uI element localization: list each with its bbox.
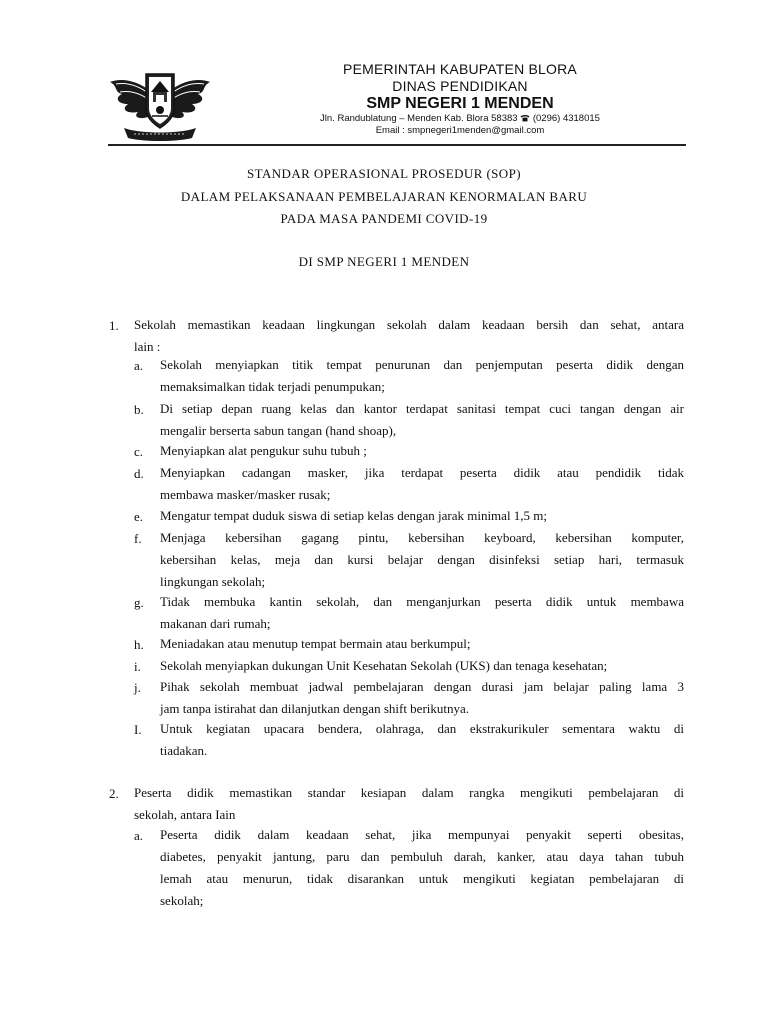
list-letter: g. bbox=[134, 595, 144, 610]
text-line: Peserta didik memastikan standar kesiapan dalam rangka mengikuti pembelajaran di bbox=[134, 785, 684, 800]
text-line: Menyiapkan alat pengukur suhu tubuh ; bbox=[160, 443, 367, 458]
list-letter: b. bbox=[134, 402, 144, 417]
list-item bbox=[160, 398, 684, 442]
text-line: Pihak sekolah membuat jadwal pembelajaran dengan durasi jam belajar paling lama 3 bbox=[160, 679, 684, 694]
list-item bbox=[160, 655, 684, 677]
doc-title-line-2: DALAM PELAKSANAAN PEMBELAJARAN KENORMALAN BARU bbox=[180, 189, 588, 204]
list-letter: j. bbox=[134, 680, 141, 695]
address-text: Jln. Randublatung – Menden Kab. Blora 58383 bbox=[320, 113, 518, 124]
list-letter: I. bbox=[134, 722, 142, 737]
list-item bbox=[160, 505, 684, 527]
list-item bbox=[160, 354, 684, 398]
list-item bbox=[160, 591, 684, 635]
list-letter: a. bbox=[134, 828, 144, 843]
list-item bbox=[160, 824, 684, 912]
list-item bbox=[160, 440, 684, 462]
text-line: sekolah; bbox=[160, 893, 204, 908]
text-line: sekolah, antara Iain bbox=[134, 807, 236, 822]
blora-emblem-logo bbox=[108, 62, 212, 142]
text-line: lemah atau menurun, tidak disarankan untuk mengikuti kegiatan pembelajaran di bbox=[160, 871, 684, 886]
school-address bbox=[230, 113, 690, 124]
list-letter: h. bbox=[134, 637, 144, 652]
list-letter: e. bbox=[134, 509, 144, 524]
text-line: Sekolah menyiapkan dukungan Unit Kesehatan Sekolah (UKS) dan tenaga kesehatan; bbox=[160, 658, 608, 673]
section-2-intro bbox=[134, 782, 684, 826]
text-line: Untuk kegiatan upacara bendera, olahraga, dan ekstrakurikuler sementara waktu di bbox=[160, 721, 684, 736]
section-2-number: 2. bbox=[109, 786, 119, 801]
list-letter: a. bbox=[134, 358, 144, 373]
text-line: diabetes, penyakit jantung, paru dan pembuluh darah, kanker, atau daya tahan tubuh bbox=[160, 849, 684, 864]
text-line: Di setiap depan ruang kelas dan kantor terdapat sanitasi tempat cuci tangan dengan air bbox=[160, 401, 684, 416]
list-item bbox=[160, 718, 684, 762]
text-line: mengalir berserta sabun tangan (hand shoap), bbox=[160, 423, 397, 438]
text-line: jam tanpa istirahat dan dilanjutkan dengan shift berikutnya. bbox=[160, 701, 470, 716]
list-letter: f. bbox=[134, 531, 142, 546]
text-line: memaksimalkan tidak terjadi penumpukan; bbox=[160, 379, 385, 394]
telephone-icon bbox=[520, 114, 530, 122]
list-letter: d. bbox=[134, 466, 144, 481]
text-line: Mengatur tempat duduk siswa di setiap kelas dengan jarak minimal 1,5 m; bbox=[160, 508, 548, 523]
text-line: Meniadakan atau menutup tempat bermain atau berkumpul; bbox=[160, 636, 471, 651]
text-line: Menyiapkan cadangan masker, jika terdapat peserta didik atau pendidik tidak bbox=[160, 465, 684, 480]
text-line: Sekolah menyiapkan titik tempat penurunan dan penjemputan peserta didik dengan bbox=[160, 357, 684, 372]
text-line: membawa masker/masker rusak; bbox=[160, 487, 331, 502]
list-item bbox=[160, 633, 684, 655]
school-name: SMP NEGERI 1 MENDEN bbox=[366, 95, 554, 112]
text-line: Menjaga kebersihan gagang pintu, kebersihan keyboard, kebersihan komputer, bbox=[160, 530, 684, 545]
list-item bbox=[160, 676, 684, 720]
text-line: Sekolah memastikan keadaan lingkungan sekolah dalam keadaan bersih dan sehat, antara bbox=[134, 317, 684, 332]
school-email: Email : smpnegeri1menden@gmail.com bbox=[375, 125, 545, 136]
list-item bbox=[160, 462, 684, 506]
text-line: Peserta didik dalam keadaan sehat, jika mempunyai penyakit seperti obesitas, bbox=[160, 827, 684, 842]
text-line: lingkungan sekolah; bbox=[160, 574, 266, 589]
government-name: PEMERINTAH KABUPATEN BLORA bbox=[343, 61, 577, 77]
text-line: Tidak membuka kantin sekolah, dan menganjurkan peserta didik untuk membawa bbox=[160, 594, 684, 609]
text-line: kebersihan kelas, meja dan kursi belajar dengan disinfeksi setiap hari, termasuk bbox=[160, 552, 684, 567]
list-letter: c. bbox=[134, 444, 144, 459]
doc-title-line-1: STANDAR OPERASIONAL PROSEDUR (SOP) bbox=[247, 166, 521, 181]
doc-title-line-3: PADA MASA PANDEMI COVID-19 bbox=[280, 211, 488, 226]
list-letter: i. bbox=[134, 659, 141, 674]
phone-number: (0296) 4318015 bbox=[532, 113, 600, 124]
list-item bbox=[160, 527, 684, 593]
doc-title-line-4: DI SMP NEGERI 1 MENDEN bbox=[298, 254, 470, 269]
section-1-number: 1. bbox=[109, 318, 119, 333]
text-line: tiadakan. bbox=[160, 743, 208, 758]
text-line: makanan dari rumah; bbox=[160, 616, 271, 631]
text-line: lain : bbox=[134, 339, 161, 354]
department-name: DINAS PENDIDIKAN bbox=[392, 78, 528, 94]
letterhead-divider bbox=[108, 144, 686, 146]
section-1-intro bbox=[134, 314, 684, 358]
